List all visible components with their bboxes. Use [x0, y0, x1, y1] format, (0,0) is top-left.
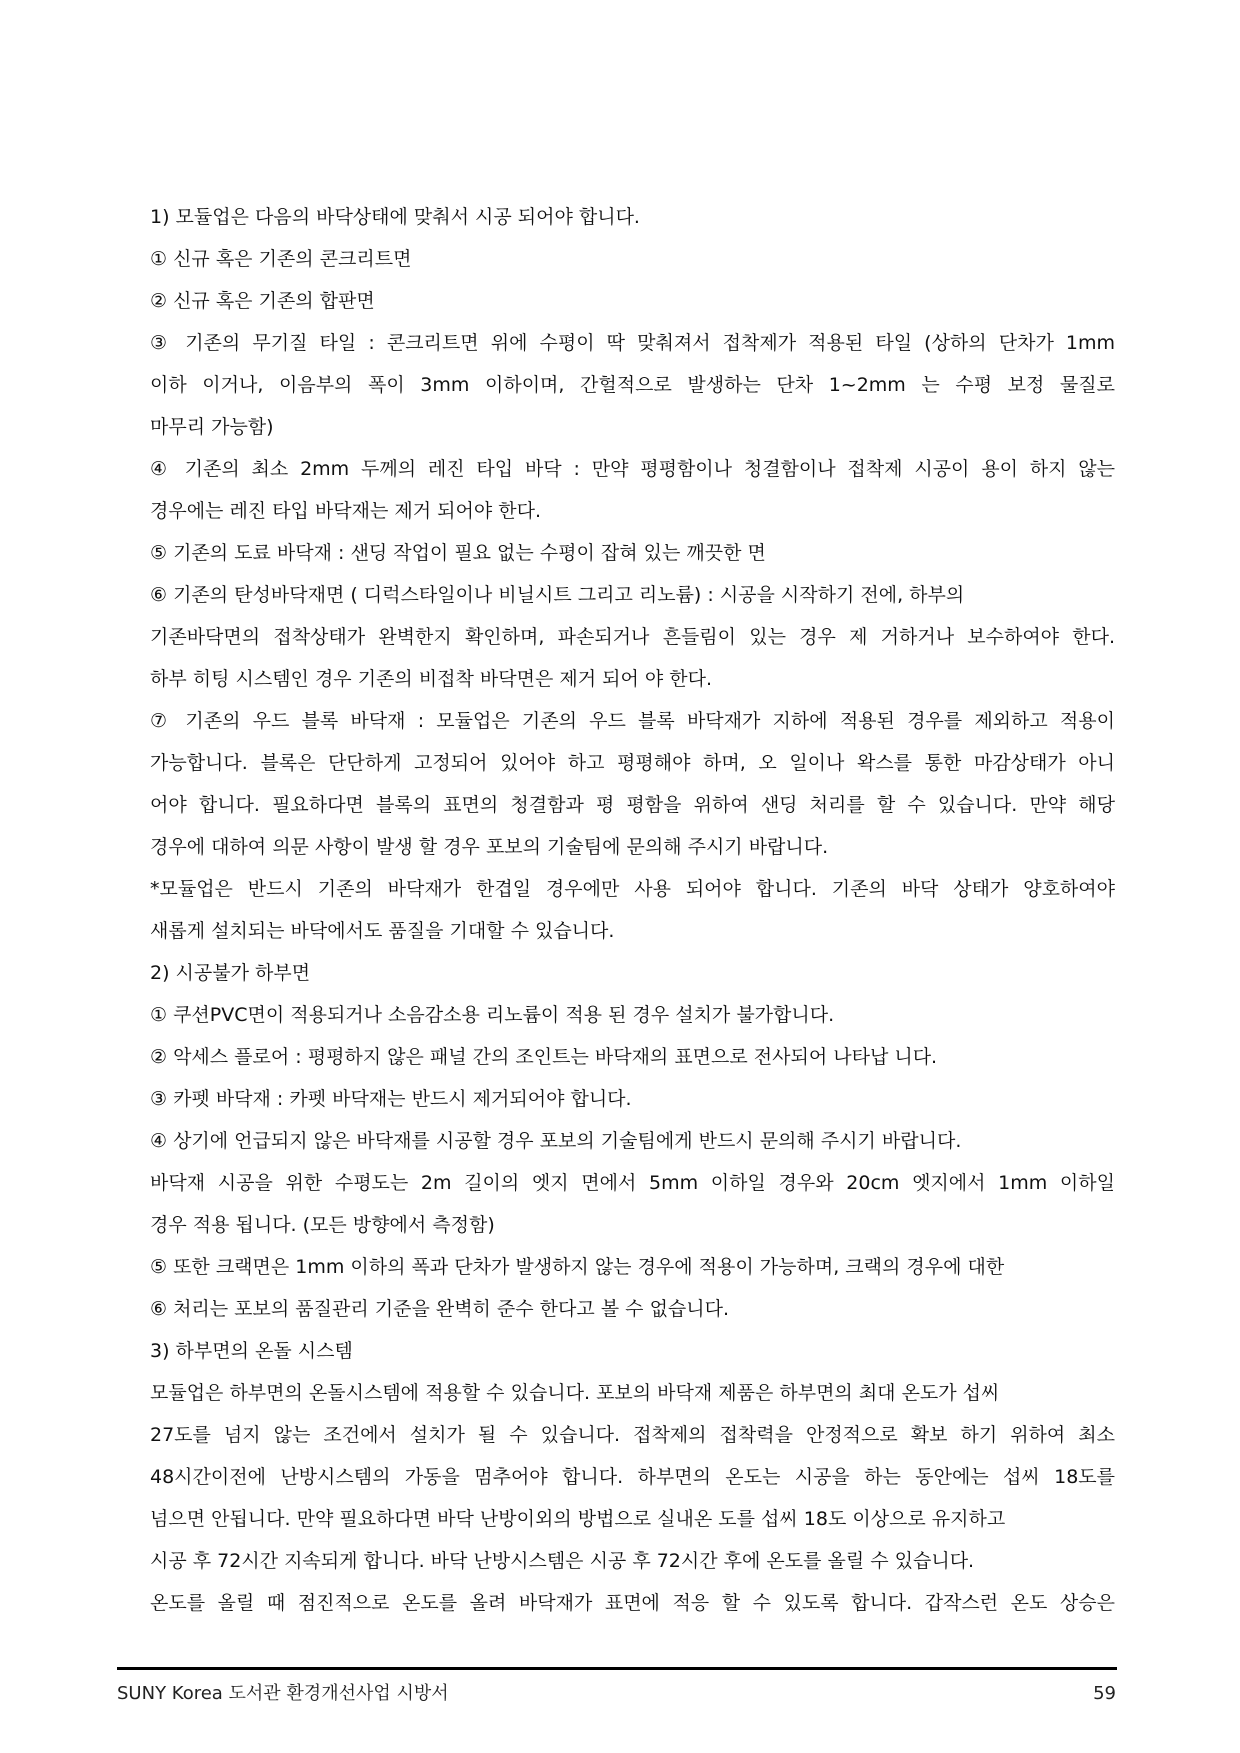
paragraph-line: 모듈업은 하부면의 온돌시스템에 적용할 수 있습니다. 포보의 바닥재 제품은 하부면의 최대 온도가 섭씨 — [150, 1382, 1000, 1404]
document-body — [150, 196, 1115, 1624]
list-item: ④ 기존의 최소 2mm 두께의 레진 타입 바닥 : 만약 평평함이나 청결함이나 접착제 시공이 용이 하지 않는 — [150, 458, 1115, 480]
list-item: ⑥ 기존의 탄성바닥재면 ( 디럭스타일이나 비닐시트 그리고 리노륨) : 시공을 시작하기 전에, 하부의 — [150, 584, 965, 606]
section-heading-3: 3) 하부면의 온돌 시스템 — [150, 1340, 353, 1362]
list-item: ① 쿠션PVC면이 적용되거나 소음감소용 리노륨이 적용 된 경우 설치가 불가합니다. — [150, 1004, 835, 1026]
list-item: ④ 상기에 언급되지 않은 바닥재를 시공할 경우 포보의 기술팀에게 반드시 문의해 주시기 바랍니다. — [150, 1130, 962, 1152]
section-heading-1: 1) 모듈업은 다음의 바닥상태에 맞춰서 시공 되어야 합니다. — [150, 206, 640, 228]
list-item: ③ 기존의 무기질 타일 : 콘크리트면 위에 수평이 딱 맞춰져서 접착제가 적용된 타일 (상하의 단차가 1mm — [150, 332, 1115, 354]
footer-document-title: SUNY Korea 도서관 환경개선사업 시방서 — [117, 1683, 449, 1704]
paragraph-line: 기존바닥면의 접착상태가 완벽한지 확인하며, 파손되거나 흔들림이 있는 경우 제 거하거나 보수하여야 한다. — [150, 626, 1115, 648]
paragraph-line: 어야 합니다. 필요하다면 블록의 표면의 청결함과 평 평함을 위하여 샌딩 처리를 할 수 있습니다. 만약 해당 — [150, 794, 1115, 816]
paragraph-line: 시공 후 72시간 지속되게 합니다. 바닥 난방시스템은 시공 후 72시간 후에 온도를 올릴 수 있습니다. — [150, 1550, 975, 1572]
paragraph-line: 온도를 올릴 때 점진적으로 온도를 올려 바닥재가 표면에 적응 할 수 있도록 합니다. 갑작스런 온도 상승은 — [150, 1592, 1115, 1614]
paragraph-line: 경우 적용 됩니다. (모든 방향에서 측정함) — [150, 1214, 495, 1236]
note-line: *모듈업은 반드시 기존의 바닥재가 한겹일 경우에만 사용 되어야 합니다. 기존의 바닥 상태가 양호하여야 — [150, 878, 1115, 900]
paragraph-line: 넘으면 안됩니다. 만약 필요하다면 바닥 난방이외의 방법으로 실내온 도를 섭씨 18도 이상으로 유지하고 — [150, 1508, 1006, 1530]
paragraph-line: 경우에는 레진 타입 바닥재는 제거 되어야 한다. — [150, 500, 542, 522]
paragraph-line: 이하 이거나, 이음부의 폭이 3mm 이하이며, 간헐적으로 발생하는 단차 1~2mm 는 수평 보정 물질로 — [150, 374, 1115, 396]
paragraph-line: 경우에 대하여 의문 사항이 발생 할 경우 포보의 기술팀에 문의해 주시기 바랍니다. — [150, 836, 829, 858]
paragraph-line: 가능합니다. 블록은 단단하게 고정되어 있어야 하고 평평해야 하며, 오 일이나 왁스를 통한 마감상태가 아니 — [150, 752, 1115, 774]
paragraph-line: 48시간이전에 난방시스템의 가동을 멈추어야 합니다. 하부면의 온도는 시공을 하는 동안에는 섭씨 18도를 — [150, 1466, 1115, 1488]
note-line: 새롭게 설치되는 바닥에서도 품질을 기대할 수 있습니다. — [150, 920, 615, 942]
footer-divider — [117, 1667, 1117, 1670]
list-item: ② 악세스 플로어 : 평평하지 않은 패널 간의 조인트는 바닥재의 표면으로 전사되어 나타납 니다. — [150, 1046, 938, 1068]
paragraph-line: 27도를 넘지 않는 조건에서 설치가 될 수 있습니다. 접착제의 접착력을 안정적으로 확보 하기 위하여 최소 — [150, 1424, 1115, 1446]
paragraph-line: 하부 히팅 시스템인 경우 기존의 비접착 바닥면은 제거 되어 야 한다. — [150, 668, 712, 690]
list-item: ② 신규 혹은 기존의 합판면 — [150, 290, 375, 312]
list-item: ⑥ 처리는 포보의 품질관리 기준을 완벽히 준수 한다고 볼 수 없습니다. — [150, 1298, 730, 1320]
paragraph-line: 바닥재 시공을 위한 수평도는 2m 길이의 엣지 면에서 5mm 이하일 경우와 20cm 엣지에서 1mm 이하일 — [150, 1172, 1115, 1194]
list-item: ① 신규 혹은 기존의 콘크리트면 — [150, 248, 412, 270]
section-heading-2: 2) 시공불가 하부면 — [150, 962, 311, 984]
page-number: 59 — [1093, 1683, 1116, 1704]
list-item: ⑦ 기존의 우드 블록 바닥재 : 모듈업은 기존의 우드 블록 바닥재가 지하에 적용된 경우를 제외하고 적용이 — [150, 710, 1115, 732]
list-item: ⑤ 기존의 도료 바닥재 : 샌딩 작업이 필요 없는 수평이 잡혀 있는 깨끗한 면 — [150, 542, 766, 564]
list-item: ⑤ 또한 크랙면은 1mm 이하의 폭과 단차가 발생하지 않는 경우에 적용이 가능하며, 크랙의 경우에 대한 — [150, 1256, 1005, 1278]
list-item: ③ 카펫 바닥재 : 카펫 바닥재는 반드시 제거되어야 합니다. — [150, 1088, 632, 1110]
paragraph-line: 마무리 가능함) — [150, 416, 274, 438]
